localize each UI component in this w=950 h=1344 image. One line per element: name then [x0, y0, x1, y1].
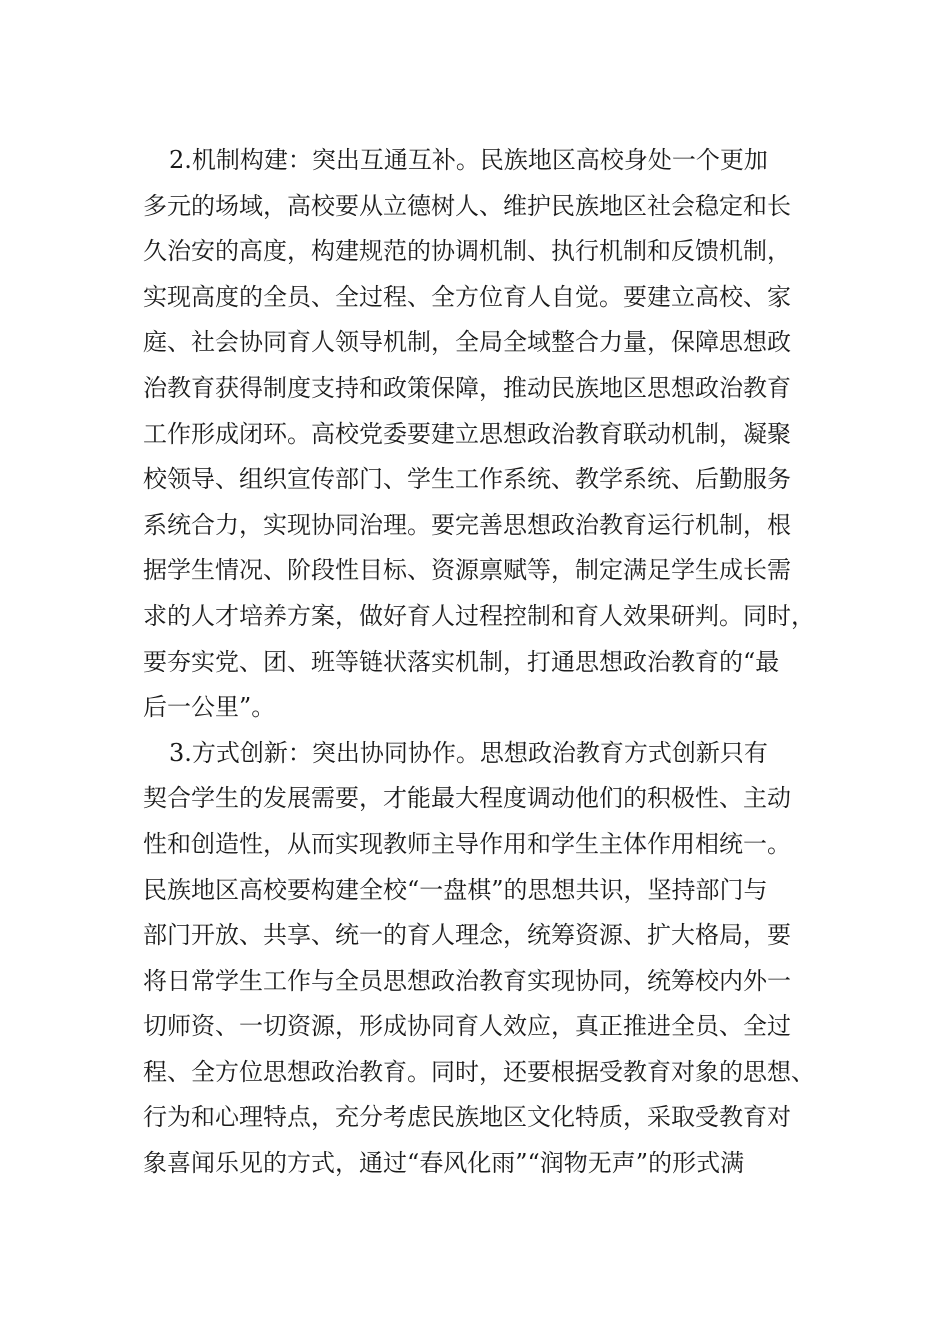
text-line: 程、全方位思想政治教育。同时，还要根据受教育对象的思想、 [143, 1057, 815, 1086]
text-line: 要夯实党、团、班等链状落实机制，打通思想政治教育的“最 [143, 647, 780, 676]
text-line: 后一公里”。 [143, 693, 276, 722]
text-line: 久治安的高度，构建规范的协调机制、执行机制和反馈机制， [143, 237, 791, 266]
text-line: 求的人才培养方案，做好育人过程控制和育人效果研判。同时， [143, 601, 815, 630]
text-line: 实现高度的全员、全过程、全方位育人自觉。要建立高校、家 [143, 282, 791, 311]
text-line: 行为和心理特点，充分考虑民族地区文化特质，采取受教育对 [143, 1103, 791, 1132]
text-line: 庭、社会协同育人领导机制，全局全域整合力量，保障思想政 [143, 328, 791, 357]
text-line: 治教育获得制度支持和政策保障，推动民族地区思想政治教育 [143, 373, 791, 402]
text-line: 象喜闻乐见的方式，通过“春风化雨”“润物无声”的形式满 [143, 1149, 745, 1178]
text-line: 2.机制构建：突出互通互补。民族地区高校身处一个更加 [169, 146, 768, 174]
text-line: 民族地区高校要构建全校“一盘棋”的思想共识，坚持部门与 [143, 875, 768, 904]
text-line: 切师资、一切资源，形成协同育人效应，真正推进全员、全过 [143, 1012, 791, 1041]
text-line: 性和创造性，从而实现教师主导作用和学生主体作用相统一。 [143, 829, 791, 858]
text-line: 校领导、组织宣传部门、学生工作系统、教学系统、后勤服务 [143, 465, 791, 494]
document-body [143, 138, 833, 1187]
text-line: 部门开放、共享、统一的育人理念，统筹资源、扩大格局，要 [143, 921, 791, 950]
paragraph-method [143, 731, 833, 1187]
paragraph-mechanism [143, 138, 833, 731]
text-line: 契合学生的发展需要，才能最大程度调动他们的积极性、主动 [143, 784, 791, 813]
text-line: 工作形成闭环。高校党委要建立思想政治教育联动机制，凝聚 [143, 419, 791, 448]
text-line: 系统合力，实现协同治理。要完善思想政治教育运行机制，根 [143, 510, 791, 539]
text-line: 将日常学生工作与全员思想政治教育实现协同，统筹校内外一 [143, 966, 791, 995]
text-line: 3.方式创新：突出协同协作。思想政治教育方式创新只有 [169, 738, 768, 767]
text-line: 多元的场域，高校要从立德树人、维护民族地区社会稳定和长 [143, 191, 791, 220]
text-line: 据学生情况、阶段性目标、资源禀赋等，制定满足学生成长需 [143, 556, 791, 585]
